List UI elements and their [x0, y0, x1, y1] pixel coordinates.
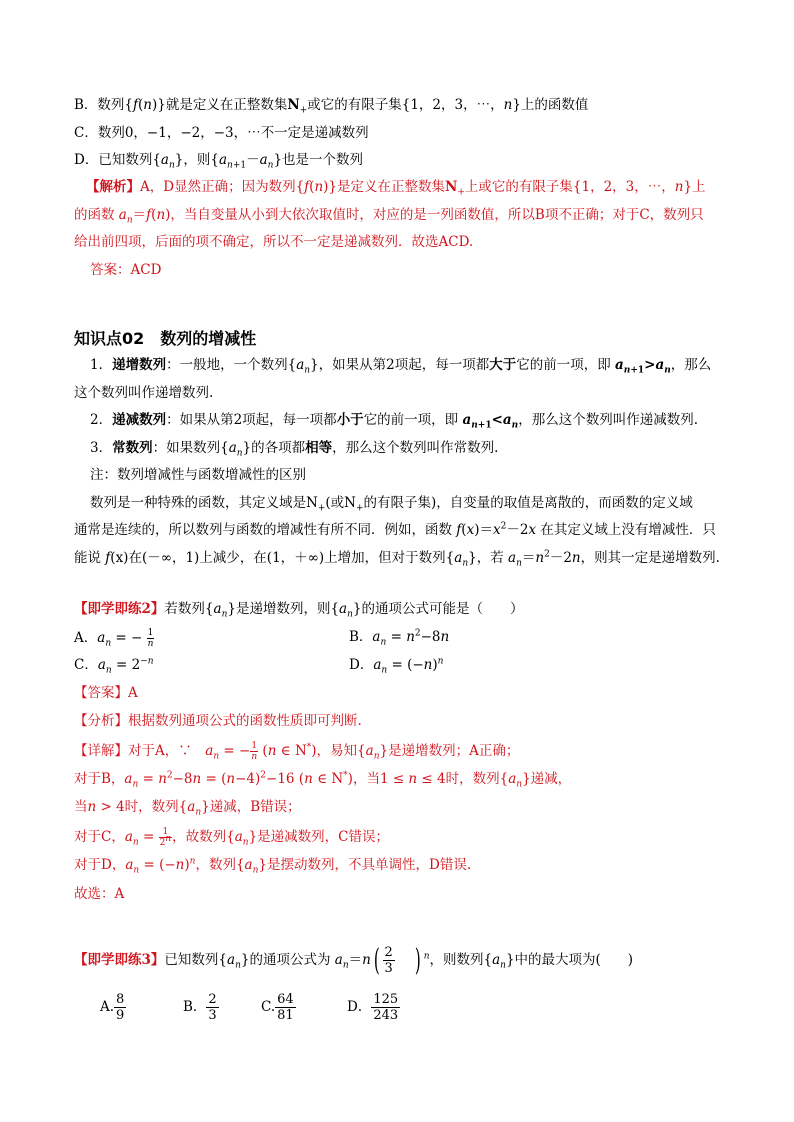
ex2-detail-5: 对于D，$a_n = (-n)^n$，数列$\{a_n\}$是摆动数列，不具单调性，D错误. [74, 856, 472, 876]
q1-option-c: C．数列0，−1，−2，−3，⋯不一定是递减数列 [74, 125, 369, 141]
ex2-detail-1: 【详解】对于A，∵ $a_n$ = − $\frac{1}{n}$ (n ∈ N*)，易知$\{a_n\}$是递增数列；A正确； [74, 741, 520, 762]
kp-para-1-line-1: 1．递增数列：一般地，一个数列$\{a_n\}$，如果从第2项起，每一项都大于它的前一项，即 $a_{n+1}>a_n$，那么 [90, 357, 712, 376]
q1-option-b: B．数列{f(n)}就是定义在正整数集$N_+$或它的有限子集{1，2，3，⋯，n}上的函数值 [74, 97, 589, 116]
ex2-analysis: 【分析】根据数列通项公式的函数性质即可判断. [74, 713, 362, 729]
ex3-option-d: D． $\frac{125}{243}$ [347, 992, 399, 1023]
ex2-option-c: C．$a_n = 2^{-n}$ [74, 656, 154, 676]
kp-para-2: 2．递减数列：如果从第2项起，每一项都小于它的前一项，即 $a_{n+1}<a_n$，那么这个数列叫作递减数列. [90, 412, 698, 431]
ex2-option-b: B．$a_n = n^2-8n$ [349, 628, 450, 648]
ex2-detail-3: 当n > 4时，数列$\{a_n\}$递减，B错误； [74, 799, 301, 818]
ex2-answer: 【答案】A [74, 685, 138, 701]
ex2-option-a: A．$a_n$ = − $\frac{1}{n}$ [74, 628, 154, 649]
kp-para-3: 3．常数列：如果数列$\{a_n\}$的各项都相等，那么这个数列叫作常数列. [90, 440, 499, 459]
kp-note-title: 注：数列增减性与函数增减性的区别 [90, 467, 306, 483]
kp-note-line-2: 通常是连续的，所以数列与函数的增减性有所不同．例如，函数 $f(x)=x^2-2x$ 在其定义域上没有增减性．只 [74, 521, 716, 538]
ex3-question: 【即学即练3】已知数列$\{a_n\}$的通项公式为 $a_n=n$( $\frac{2}{3}$ ) $^n$，则数列$\{a_n\}$中的最大项为( ) [74, 942, 634, 978]
ex2-detail-2: 对于B，$a_n = n^2-8n = (n-4)^2-16$ (n ∈ N*)，当1 ≤ n ≤ 4时，数列$\{a_n\}$递减， [74, 770, 572, 790]
ex3-option-b: B． $\frac{2}{3}$ [183, 992, 217, 1023]
q1-option-d: D．已知数列$\{a_n\}$，则$\{a_{n+1}-a_n\}$也是一个数列 [74, 152, 364, 171]
q1-analysis-line-1: 【解析】A，D显然正确；因为数列{f(n)}是定义在正整数集$N_+$上或它的有限子集{1，2，3，⋯，n}上 [86, 179, 706, 198]
q1-analysis-line-2: 的函数 $a_n=f(n)$，当自变量从小到大依次取值时，对应的是一列函数值，所以B项不正确；对于C，数列只 [74, 207, 704, 226]
section-heading: 知识点02 数列的增减性 [74, 329, 257, 348]
kp-para-1-line-2: 这个数列叫作递增数列. [74, 385, 214, 401]
q1-analysis-line-3: 给出前四项，后面的项不确定，所以不一定是递减数列．故选ACD. [74, 234, 474, 250]
ex2-option-d: D．$a_n = (-n)^n$ [349, 656, 444, 676]
ex3-option-c: C. $\frac{64}{81}$ [261, 992, 294, 1023]
ex2-conclusion: 故选：A [74, 886, 125, 902]
ex2-detail-4: 对于C，$a_n$ = $\frac{1}{2^n}$ ，故数列$\{a_n\}$是递减数列，C错误； [74, 827, 390, 848]
kp-note-line-1: 数列是一种特殊的函数，其定义域是$N_+$(或$N_+$的有限子集)，自变量的取值是离散的，而函数的定义域 [90, 495, 693, 514]
ex2-question: 【即学即练2】若数列$\{a_n\}$是递增数列，则$\{a_n\}$的通项公式可能是（ ） [74, 601, 524, 620]
q1-answer: 答案：ACD [90, 262, 162, 278]
ex3-option-a: A. $\frac{8}{9}$ [100, 992, 125, 1023]
kp-note-line-3: 能说 f(x)在(－∞，1)上减少，在(1，＋∞)上增加，但对于数列$\{a_n\}$，若 $a_n=n^2-2n$，则其一定是递增数列. [74, 549, 720, 569]
